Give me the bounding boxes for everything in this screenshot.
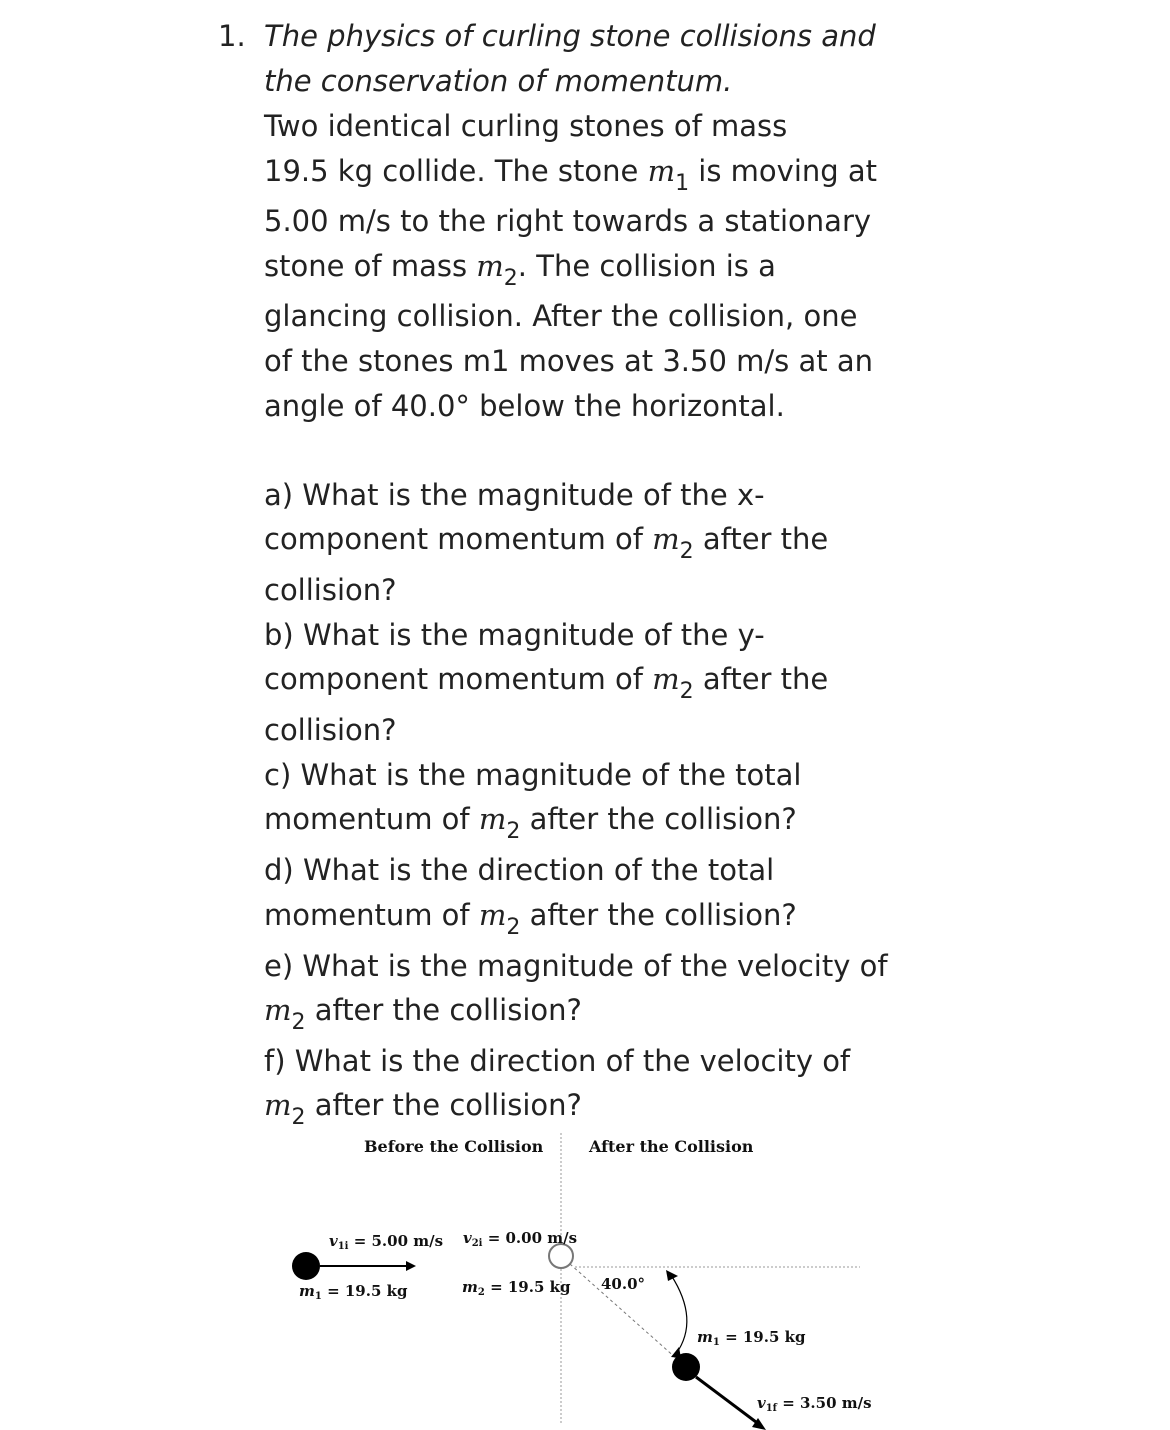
math-sub-2: 2 — [291, 1010, 306, 1035]
stone-m2 — [549, 1244, 573, 1268]
m1-subscript: 1 — [314, 1291, 322, 1302]
m1-after-symbol: m — [697, 1328, 713, 1346]
title-line-2: the conservation of momentum. — [264, 64, 733, 98]
intro-line-2-end: is moving at — [689, 154, 878, 188]
part-b-line-3: collision? — [264, 713, 397, 747]
part-b-line-1: b) What is the magnitude of the y- — [264, 618, 765, 652]
stone-m1-after — [672, 1353, 700, 1381]
m2-label — [462, 1278, 571, 1298]
m1-before-label — [299, 1282, 408, 1302]
math-sub-2: 2 — [503, 266, 518, 291]
part-d-line-1: d) What is the direction of the total — [264, 853, 775, 887]
v2i-symbol: v — [463, 1229, 472, 1247]
intro-line-2-start: 19.5 kg collide. The stone — [264, 154, 648, 188]
intro-line-6: of the stones m1 moves at 3.50 m/s at an — [264, 344, 873, 378]
part-e-line-1: e) What is the magnitude of the velocity of — [264, 949, 888, 983]
part-f-end: after the collision? — [305, 1088, 582, 1122]
math-sub-2: 2 — [506, 819, 521, 844]
math-sub-2: 2 — [679, 679, 694, 704]
intro-line-4-end: . The collision is a — [517, 249, 776, 283]
m2-symbol: m — [462, 1278, 478, 1296]
m1-symbol: m — [299, 1282, 315, 1300]
part-d-end: after the collision? — [520, 898, 797, 932]
v2i-subscript: 2i — [471, 1238, 483, 1249]
angle-arc — [671, 1275, 687, 1354]
angle-label: 40.0° — [601, 1275, 646, 1293]
math-m: m — [647, 154, 676, 188]
math-sub-2: 2 — [291, 1105, 306, 1130]
m2-value: = 19.5 kg — [484, 1278, 571, 1296]
v1i-value: = 5.00 m/s — [348, 1232, 444, 1250]
intro-line-4-start: stone of mass — [264, 249, 477, 283]
intro-line-7: angle of 40.0° below the horizontal. — [264, 389, 785, 423]
m1-after-label — [697, 1328, 806, 1348]
v1f-label — [757, 1394, 872, 1414]
part-b-end: after the — [693, 662, 829, 696]
v1i-label — [329, 1232, 443, 1252]
intro-line-1: Two identical curling stones of mass — [264, 109, 788, 143]
math-sub-1: 1 — [675, 171, 690, 196]
part-c-end: after the collision? — [520, 802, 797, 836]
m1-after-value: = 19.5 kg — [719, 1328, 806, 1346]
v1i-symbol: v — [329, 1232, 338, 1250]
part-c-start: momentum of — [264, 802, 479, 836]
math-sub-2: 2 — [506, 915, 521, 940]
v1f-value: = 3.50 m/s — [776, 1394, 872, 1412]
part-a-end: after the — [693, 522, 829, 556]
math-m: m — [652, 522, 680, 556]
math-sub-2: 2 — [679, 539, 694, 564]
intro-line-3: 5.00 m/s to the right towards a stationary — [264, 204, 872, 238]
math-m: m — [476, 249, 504, 283]
math-m: m — [478, 898, 507, 932]
m2-subscript: 2 — [477, 1287, 485, 1298]
v1f-arrow — [696, 1377, 760, 1425]
part-c-line-1: c) What is the magnitude of the total — [264, 758, 802, 792]
v1i-subscript: 1i — [337, 1241, 349, 1252]
part-d-start: momentum of — [264, 898, 479, 932]
m1-value: = 19.5 kg — [321, 1282, 408, 1300]
part-e-end: after the collision? — [305, 993, 582, 1027]
question-number: 1. — [218, 19, 246, 53]
v1f-subscript: 1f — [765, 1403, 777, 1414]
before-caption: Before the Collision — [364, 1137, 544, 1156]
intro-line-5: glancing collision. After the collision, one — [264, 299, 858, 333]
v1f-symbol: v — [757, 1394, 766, 1412]
math-m: m — [478, 802, 507, 836]
part-b-start: component momentum of — [264, 662, 653, 696]
math-m: m — [264, 1088, 292, 1122]
math-m: m — [264, 993, 292, 1027]
part-a-line-1: a) What is the magnitude of the x- — [264, 478, 765, 512]
angle-arc-arrowhead-top — [666, 1270, 678, 1281]
part-a-start: component momentum of — [264, 522, 653, 556]
title-line-1: The physics of curling stone collisions and — [264, 19, 876, 53]
stone-m1-before — [292, 1252, 320, 1280]
v2i-value: = 0.00 m/s — [482, 1229, 578, 1247]
m1-after-subscript: 1 — [712, 1337, 720, 1348]
v2i-label — [463, 1229, 577, 1249]
part-a-line-3: collision? — [264, 573, 397, 607]
math-m: m — [652, 662, 680, 696]
after-caption: After the Collision — [589, 1137, 754, 1156]
part-f-line-1: f) What is the direction of the velocity of — [264, 1044, 851, 1078]
